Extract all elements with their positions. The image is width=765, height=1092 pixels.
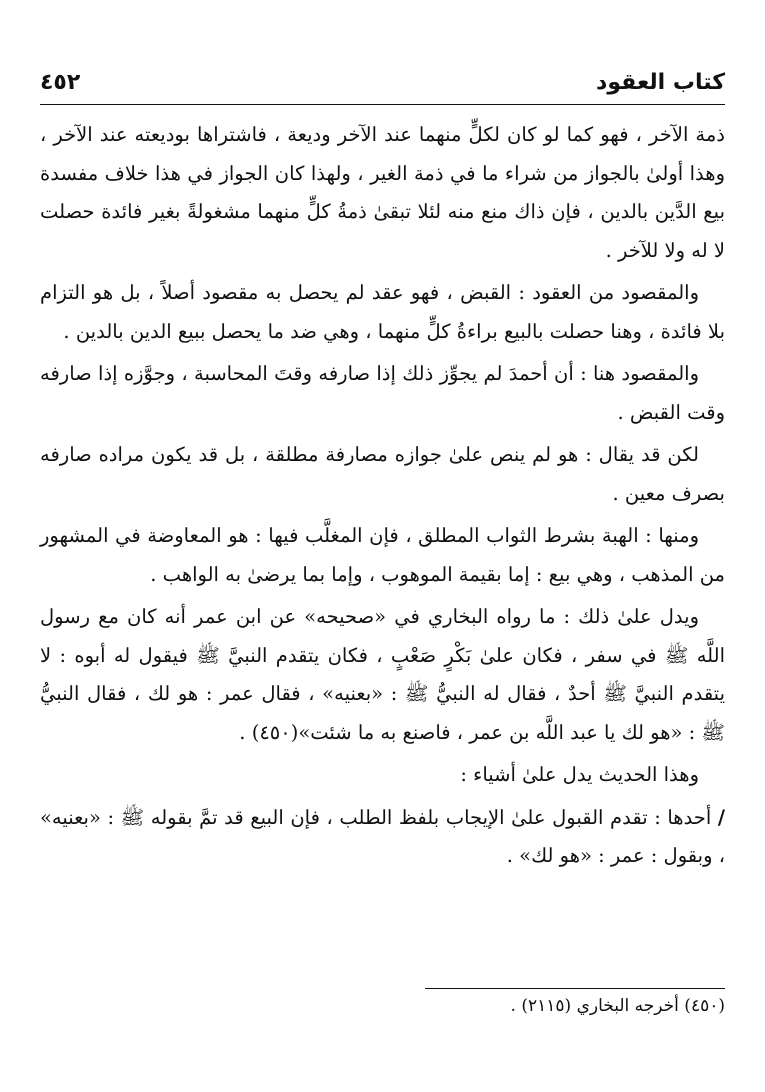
paragraph: ومنها : الهبة بشرط الثواب المطلق ، فإن المغلَّب فيها : هو المعاوضة في المشهور من المذهب ، وهي بيع : إما بقيمة الموهوب ، وإما بما يرضىٰ به الواهب .: [40, 524, 725, 586]
paragraph: وهذا الحديث يدل علىٰ أشياء :: [460, 763, 699, 786]
footnote-divider: [425, 988, 725, 989]
paragraph: ويدل علىٰ ذلك : ما رواه البخاري في «صحيحه» عن ابن عمر أنه كان مع رسول اللَّه ﷺ في سفر ، فكان علىٰ بَكْرٍ صَعْبٍ ، فكان يتقدم النبيَّ ﷺ فيقول له أبوه : لا يتقدم النبيَّ ﷺ أحدٌ ، فقال له النبيُّ ﷺ : «بعنيه» ، فقال عمر : هو لك ، فقال النبيُّ ﷺ : «هو لك يا عبد اللَّه بن عمر ، فاصنع به ما شئت»(٤٥٠) .: [40, 605, 725, 744]
main-text: [40, 116, 725, 880]
paragraph: ذمة الآخر ، فهو كما لو كان لكلٍّ منهما عند الآخر وديعة ، فاشتراها بوديعته عند الآخر ، وهذا أولىٰ بالجواز من شراء ما في ذمة الغير ، ولهذا كان الجواز في هذا خلاف مفسدة بيع الدَّين بالدين ، فإن ذاك منع منه لئلا تبقىٰ ذمةُ كلٍّ منهما مشغولةً بغير فائدة حصلت لا له ولا للآخر .: [40, 123, 725, 262]
paragraph: والمقصود من العقود : القبض ، فهو عقد لم يحصل به مقصود أصلاً ، بل هو التزام بلا فائدة ، وهنا حصلت بالبيع براءةُ كلٍّ منهما ، وهي ضد ما يحصل ببيع الدين بالدين .: [40, 281, 725, 343]
running-title: كتاب العقود: [596, 70, 725, 95]
footnote: (٤٥٠) أخرجه البخاري (٢١١٥) .: [510, 996, 725, 1016]
margin-slash-mark: /: [717, 805, 725, 829]
header-divider: [40, 104, 725, 105]
page-number: ٤٥٢: [40, 70, 81, 95]
paragraph: والمقصود هنا : أن أحمدَ لم يجوِّز ذلك إذا صارفه وقتَ المحاسبة ، وجوَّزه إذا صارفه وقت القبض .: [40, 362, 725, 424]
paragraph-with-mark: [40, 799, 725, 876]
paragraph: لكن قد يقال : هو لم ينص علىٰ جوازه مصارفة مطلقة ، بل قد يكون مراده صارفه بصرف معين .: [40, 443, 725, 505]
paragraph-text: أحدها : تقدم القبول علىٰ الإيجاب بلفظ الطلب ، فإن البيع قد تمَّ بقوله ﷺ : «بعنيه» ، وبقول : عمر : «هو لك» .: [40, 805, 725, 867]
page-header: [40, 70, 725, 104]
